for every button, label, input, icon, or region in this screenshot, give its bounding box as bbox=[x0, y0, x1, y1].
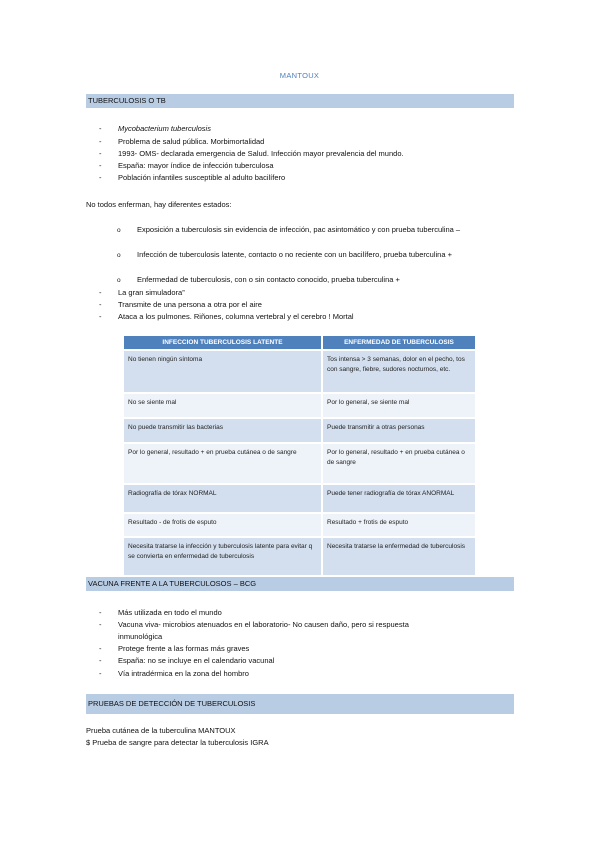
table-cell: Puede transmitir a otras personas bbox=[322, 418, 475, 443]
table-cell: Resultado - de frotis de esputo bbox=[124, 513, 322, 537]
state-item: o Exposición a tuberculosis sin evidencia de infección, pac asintomático y con prueba tuberculina – bbox=[117, 225, 461, 234]
section-heading-tb: TUBERCULOSIS O TB bbox=[86, 94, 514, 108]
intro-text: No todos enferman, hay diferentes estados: bbox=[86, 200, 232, 209]
table-cell: Por lo general, resultado + en prueba cutánea o de sangre bbox=[322, 443, 475, 484]
list-item: - La gran simuladora” bbox=[99, 288, 185, 297]
page-title: MANTOUX bbox=[279, 71, 320, 80]
table-header-row bbox=[124, 336, 475, 350]
table-cell: No tienen ningún síntoma bbox=[124, 350, 322, 393]
table-cell: Radiografía de tórax NORMAL bbox=[124, 484, 322, 513]
table-row bbox=[124, 350, 475, 393]
section-heading-tests: PRUEBAS DE DETECCIÓN DE TUBERCULOSIS bbox=[86, 694, 514, 714]
section-heading-bcg: VACUNA FRENTE A LA TUBERCULOSOS – BCG bbox=[86, 577, 514, 591]
table-row bbox=[124, 443, 475, 484]
list-item: - Vacuna viva- microbios atenuados en el laboratorio- No causen daño, pero si respuesta bbox=[99, 620, 409, 629]
table-header-latent: INFECCION TUBERCULOSIS LATENTE bbox=[124, 336, 322, 350]
state-item: o Enfermedad de tuberculosis, con o sin contacto conocido, prueba tuberculina + bbox=[117, 275, 400, 284]
list-item: - Más utilizada en todo el mundo bbox=[99, 608, 222, 617]
list-item: - Ataca a los pulmones. Riñones, columna vertebral y el cerebro ! Mortal bbox=[99, 312, 354, 321]
list-item: - España: no se incluye en el calendario vacunal bbox=[99, 656, 275, 665]
table-header-disease: ENFERMEDAD DE TUBERCULOSIS bbox=[322, 336, 475, 350]
table-cell: Tos intensa > 3 semanas, dolor en el pecho, tos con sangre, fiebre, sudores nocturnos, etc. bbox=[322, 350, 475, 393]
list-item: - Mycobacterium tuberculosis bbox=[99, 124, 211, 133]
comparison-table bbox=[124, 336, 475, 575]
table-cell: Necesita tratarse la infección y tuberculosis latente para evitar q se convierta en enfermedad de tuberculosis bbox=[124, 537, 322, 575]
table-cell: Puede tener radiografía de tórax ANORMAL bbox=[322, 484, 475, 513]
table-cell: Por lo general, se siente mal bbox=[322, 393, 475, 418]
test-line: $ Prueba de sangre para detectar la tuberculosis IGRA bbox=[86, 738, 269, 747]
table-row bbox=[124, 393, 475, 418]
list-item: - Problema de salud pública. Morbimortalidad bbox=[99, 137, 265, 146]
table-cell: Necesita tratarse la enfermedad de tuberculosis bbox=[322, 537, 475, 575]
list-item: - Población infantiles susceptible al adulto bacilífero bbox=[99, 173, 286, 182]
table-cell: Resultado + frotis de esputo bbox=[322, 513, 475, 537]
state-item: o Infección de tuberculosis latente, contacto o no reciente con un bacilífero, prueba tuberculina + bbox=[117, 250, 452, 259]
table-cell: No se siente mal bbox=[124, 393, 322, 418]
table-cell: Por lo general, resultado + en prueba cutánea o de sangre bbox=[124, 443, 322, 484]
table-row bbox=[124, 484, 475, 513]
table-row bbox=[124, 537, 475, 575]
list-item: - Transmite de una persona a otra por el aire bbox=[99, 300, 262, 309]
list-item: - Protege frente a las formas más graves bbox=[99, 644, 250, 653]
table-row bbox=[124, 418, 475, 443]
table-cell: No puede transmitir las bacterias bbox=[124, 418, 322, 443]
table-row bbox=[124, 513, 475, 537]
list-item: - España: mayor índice de infección tuberculosa bbox=[99, 161, 274, 170]
test-line: Prueba cutánea de la tuberculina MANTOUX bbox=[86, 726, 236, 735]
list-item: - Vía intradérmica en la zona del hombro bbox=[99, 669, 249, 678]
list-item: - 1993- OMS- declarada emergencia de Salud. Infección mayor prevalencia del mundo. bbox=[99, 149, 404, 158]
list-item-continuation: inmunológica bbox=[118, 632, 163, 641]
